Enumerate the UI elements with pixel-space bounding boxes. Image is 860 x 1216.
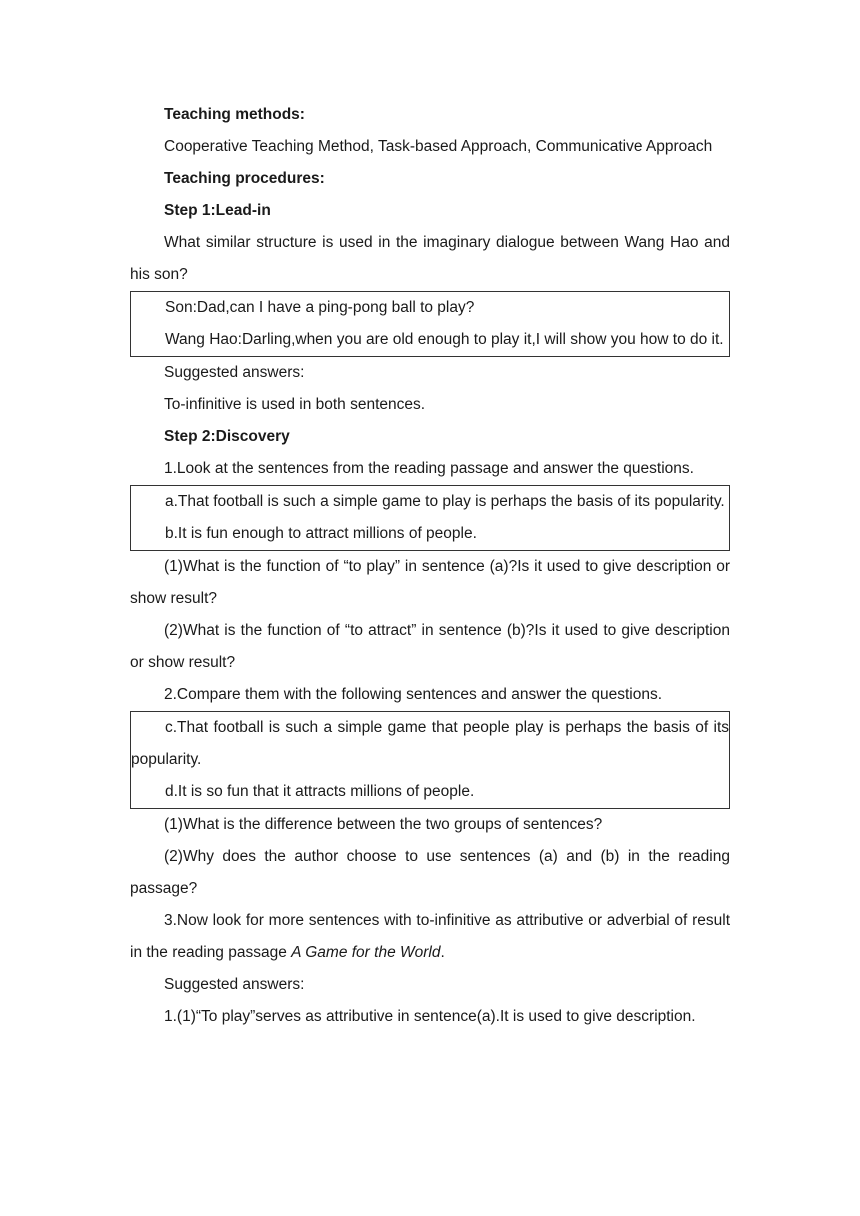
dialogue-line-son: Son:Dad,can I have a ping-pong ball to play? xyxy=(165,299,475,316)
step2-task2: 2.Compare them with the following sentences and answer the questions. xyxy=(164,686,663,703)
step2-task1: 1.Look at the sentences from the reading passage and answer the questions. xyxy=(164,460,694,477)
step2-suggested-label: Suggested answers: xyxy=(164,976,305,993)
task3-passage-title: A Game for the World xyxy=(291,944,441,961)
step2-task3 xyxy=(130,905,730,969)
step1-title: Step 1:Lead-in xyxy=(164,202,271,219)
task3-suffix: . xyxy=(440,944,445,961)
question-1: (1)What is the function of “to play” in sentence (a)?Is it used to give description or show result? xyxy=(130,558,730,607)
heading-teaching-methods: Teaching methods: xyxy=(164,106,305,123)
sentences-box-ab xyxy=(130,485,730,551)
question-4: (2)Why does the author choose to use sentences (a) and (b) in the reading passage? xyxy=(130,848,730,897)
answer-1: 1.(1)“To play”serves as attributive in sentence(a).It is used to give description. xyxy=(164,1008,696,1025)
step2-title: Step 2:Discovery xyxy=(164,428,290,445)
dialogue-line-wang-hao: Wang Hao:Darling,when you are old enough to play it,I will show you how to do it. xyxy=(165,331,724,348)
methods-text: Cooperative Teaching Method, Task-based Approach, Communicative Approach xyxy=(164,138,713,155)
question-2: (2)What is the function of “to attract” in sentence (b)?Is it used to give description or show result? xyxy=(130,622,730,671)
sentences-box-cd xyxy=(130,711,730,809)
step1-suggested-label: Suggested answers: xyxy=(164,364,305,381)
sentence-d: d.It is so fun that it attracts millions of people. xyxy=(165,783,475,800)
dialogue-box xyxy=(130,291,730,357)
step1-suggested-answer: To-infinitive is used in both sentences. xyxy=(164,396,426,413)
document-page xyxy=(130,99,730,1033)
sentence-c: c.That football is such a simple game that people play is perhaps the basis of its popularity. xyxy=(131,719,729,768)
sentence-b: b.It is fun enough to attract millions of people. xyxy=(165,525,477,542)
step1-question: What similar structure is used in the imaginary dialogue between Wang Hao and his son? xyxy=(130,234,730,283)
task3-prefix: 3.Now look for more sentences with to-infinitive as attributive or adverbial of result in the reading passage xyxy=(130,912,730,961)
question-3: (1)What is the difference between the two groups of sentences? xyxy=(164,816,603,833)
sentence-a: a.That football is such a simple game to play is perhaps the basis of its popularity. xyxy=(165,493,725,510)
heading-teaching-procedures: Teaching procedures: xyxy=(164,170,325,187)
